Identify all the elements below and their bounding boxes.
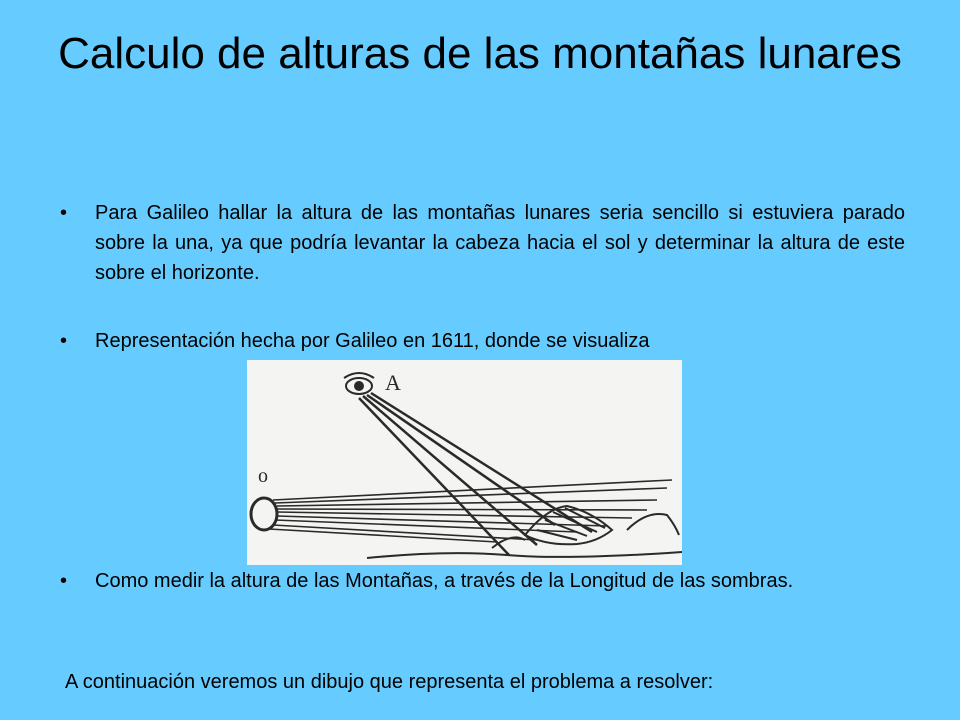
- bullet-marker: •: [60, 570, 68, 592]
- closing-note: A continuación veremos un dibujo que representa el problema a resolver:: [65, 671, 714, 693]
- slide-title: Calculo de alturas de las montañas lunares: [58, 29, 902, 78]
- bullet-item: [60, 198, 905, 288]
- bullet-item: [60, 326, 905, 356]
- bullet-text: Para Galileo hallar la altura de las montañas lunares seria sencillo si estuviera parado sobre la una, ya que podría levantar la cabeza hacia el sol y determinar la altura de este sobre el horizonte.: [95, 202, 905, 284]
- galileo-lunar-mountain-illustration: [247, 360, 682, 565]
- figure-label-o: o: [258, 465, 268, 487]
- bullet-marker: •: [60, 202, 68, 224]
- figure-label-a: A: [385, 370, 401, 395]
- eye-icon: [344, 373, 374, 394]
- bullet-text: Representación hecha por Galileo en 1611, donde se visualiza: [95, 330, 650, 352]
- illustration-drawing: [247, 360, 682, 565]
- bullet-marker: •: [60, 330, 68, 352]
- mountain-shape: [492, 506, 679, 548]
- ground-line: [367, 552, 682, 558]
- bullet-text: Como medir la altura de las Montañas, a través de la Longitud de las sombras.: [95, 570, 794, 592]
- bullet-item: [60, 566, 905, 596]
- light-rays: [269, 480, 672, 542]
